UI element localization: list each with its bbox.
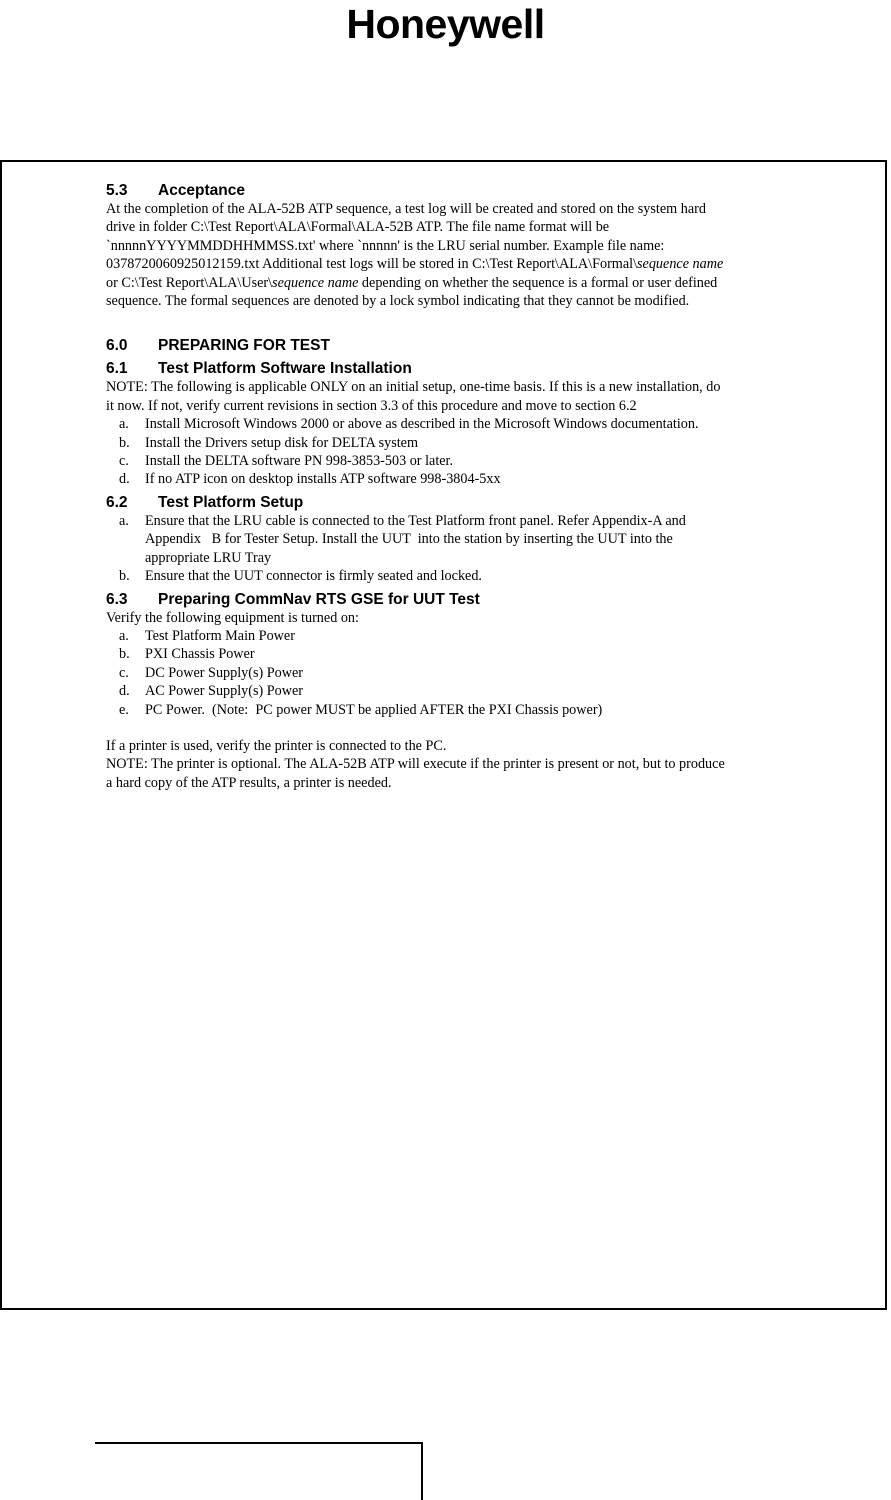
paragraph-line: At the completion of the ALA-52B ATP sequence, a test log will be created and stored on the system hard <box>106 201 706 217</box>
note-line: it now. If not, verify current revisions in section 3.3 of this procedure and move to section 6.2 <box>106 397 637 414</box>
list-item <box>119 415 826 433</box>
footer-box-line <box>95 1442 423 1500</box>
paragraph-line: sequence. The formal sequences are denoted by a lock symbol indicating that they cannot be modified. <box>106 293 690 310</box>
list-marker: a. <box>119 416 129 433</box>
section-number: 6.0 <box>106 337 128 355</box>
section-title: Test Platform Software Installation <box>158 360 412 378</box>
section-number: 6.1 <box>106 360 128 378</box>
section-6-3-heading <box>106 590 826 609</box>
step-list <box>119 627 826 719</box>
section-number: 6.3 <box>106 590 128 608</box>
note-line: a hard copy of the ATP results, a printer is needed. <box>106 774 392 791</box>
list-text-line: appropriate LRU Tray <box>145 549 272 566</box>
list-text: PXI Chassis Power <box>145 646 255 663</box>
text-run: or C:\Test Report\ALA\User\ <box>106 274 273 291</box>
printer-line: If a printer is used, verify the printer is connected to the PC. <box>106 737 447 754</box>
section-5-3-heading <box>106 181 826 200</box>
paragraph-line: `nnnnnYYYYMMDDHHMMSS.txt' where `nnnnn' is the LRU serial number. Example file name: <box>106 237 665 254</box>
section-title: PREPARING FOR TEST <box>158 337 330 355</box>
italic-run: sequence name <box>637 256 724 273</box>
list-text: Install Microsoft Windows 2000 or above as described in the Microsoft Windows documentation. <box>145 416 699 433</box>
list-marker: d. <box>119 683 130 700</box>
list-item <box>119 434 826 452</box>
list-marker: a. <box>119 627 129 644</box>
section-number: 5.3 <box>106 182 128 199</box>
list-marker: b. <box>119 434 130 451</box>
list-item <box>119 664 826 682</box>
list-marker: d. <box>119 471 130 488</box>
intro-line: Verify the following equipment is turned on: <box>106 609 359 626</box>
list-item <box>119 701 826 719</box>
list-text <box>145 512 686 567</box>
list-text: PC Power. (Note: PC power MUST be applied AFTER the PXI Chassis power) <box>145 701 603 718</box>
section-number: 6.2 <box>106 493 128 511</box>
list-text-line: Appendix B for Tester Setup. Install the UUT into the station by inserting the UUT into the <box>145 531 673 548</box>
list-item <box>119 567 826 585</box>
list-marker: e. <box>119 701 129 718</box>
section-6-1-heading <box>106 359 826 378</box>
list-text: Ensure that the UUT connector is firmly seated and locked. <box>145 568 482 585</box>
italic-run: sequence name <box>272 274 359 291</box>
section-6-0-heading <box>106 336 826 355</box>
list-text: Test Platform Main Power <box>145 627 295 644</box>
list-text: Install the Drivers setup disk for DELTA system <box>145 434 418 451</box>
section-title: Acceptance <box>158 182 246 199</box>
text-run: 0378720060925012159.txt Additional test logs will be stored in C:\Test Report\ALA\Formal\ <box>106 256 638 273</box>
paragraph-line: drive in folder C:\Test Report\ALA\Formal\ALA-52B ATP. The file name format will be <box>106 219 610 236</box>
honeywell-logo: Honeywell <box>346 1 545 47</box>
list-text: AC Power Supply(s) Power <box>145 683 304 700</box>
list-marker: c. <box>119 664 129 681</box>
list-text: DC Power Supply(s) Power <box>145 664 304 681</box>
list-item <box>119 452 826 470</box>
list-item <box>119 512 826 567</box>
paragraph-line <box>106 255 826 273</box>
list-item <box>119 645 826 663</box>
list-item <box>119 627 826 645</box>
section-6-2-heading <box>106 493 826 512</box>
list-text: If no ATP icon on desktop installs ATP software 998-3804-5xx <box>145 471 501 488</box>
section-title: Test Platform Setup <box>158 493 304 511</box>
paragraph-line <box>106 274 826 292</box>
document-body <box>106 181 826 792</box>
list-marker: b. <box>119 568 130 585</box>
list-text-line: Ensure that the LRU cable is connected to the Test Platform front panel. Refer Appendix-A and <box>145 512 686 529</box>
list-item <box>119 470 826 488</box>
note-line: NOTE: The printer is optional. The ALA-52B ATP will execute if the printer is present or not, but to produce <box>106 756 725 773</box>
list-item <box>119 682 826 700</box>
list-text: Install the DELTA software PN 998-3853-503 or later. <box>145 453 454 470</box>
step-list <box>119 415 826 489</box>
list-marker: b. <box>119 646 130 663</box>
list-marker: c. <box>119 453 129 470</box>
list-marker: a. <box>119 512 129 529</box>
note-line: NOTE: The following is applicable ONLY on an initial setup, one-time basis. If this is a new installation, do <box>106 379 721 396</box>
text-run: depending on whether the sequence is a formal or user defined <box>358 274 718 291</box>
step-list <box>119 512 826 586</box>
section-title: Preparing CommNav RTS GSE for UUT Test <box>158 590 480 608</box>
